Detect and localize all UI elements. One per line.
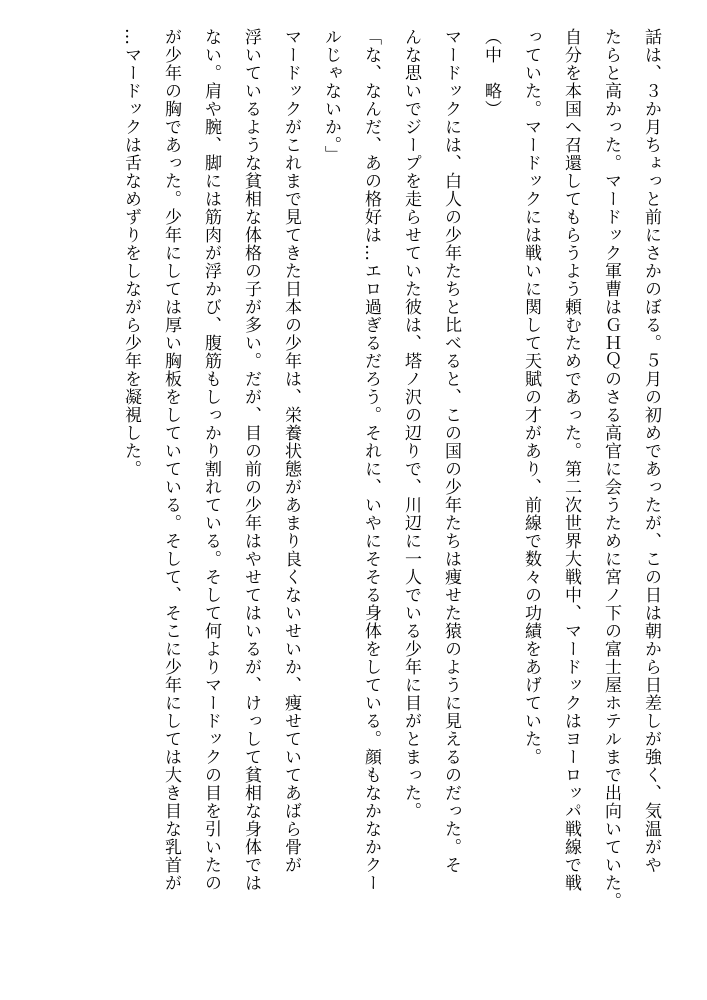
- dialogue-line-2: ルじゃないか。」: [321, 28, 341, 164]
- text-line-6: マードックには、白人の少年たちと比べると、この国の少年たちは痩せた猿のように見えるのだった。そ: [441, 28, 461, 874]
- text-line-12: ない。肩や腕、脚には筋肉が浮かび、腹筋もしっかり割れている。そして何よりマードックの目を引いたの: [201, 28, 221, 892]
- text-line-14: …マードックは舌なめずりをしながら少年を凝視した。: [121, 28, 141, 478]
- text-line-1: 話は、３か月ちょっと前にさかのぼる。５月の初めであったが、この日は朝から日差しが強く、気温がや: [641, 28, 661, 874]
- text-line-11: 浮いているような貧相な体格の子が多い。だが、目の前の少年はやせてはいるが、けっして貧相な身体では: [241, 28, 261, 892]
- text-line-10: マードックがこれまで見てきた日本の少年は、栄養状態があまり良くないせいか、痩せていてあばら骨が: [281, 28, 301, 874]
- text-line-2: たらと高かった。マードック軍曹はＧＨＱのさる高官に会うために宮ノ下の富士屋ホテルまで出向いていた。: [601, 28, 621, 910]
- text-line-4: っていた。マードックには戦いに関して天賦の才があり、前線で数々の功績をあげていた。: [521, 28, 541, 766]
- dialogue-line-1: 「な、なんだ、あの格好は…エロ過ぎるだろう。それに、いやにそそる身体をしている。顔もなかなかクー: [361, 28, 381, 892]
- vertical-text-body: [111, 28, 671, 972]
- section-break-line: （中 略）: [481, 28, 501, 118]
- text-line-3: 自分を本国へ召還してもらうよう頼むためであった。第二次世界大戦中、マードックはヨーロッパ戦線で戦: [561, 28, 581, 892]
- text-line-13: が少年の胸であった。少年にしては厚い胸板をしていている。そして、そこに少年にしては大き目な乳首が: [161, 28, 181, 892]
- text-line-7: んな思いでジープを走らせていた彼は、塔ノ沢の辺りで、川辺に一人でいる少年に目がとまった。: [401, 28, 421, 820]
